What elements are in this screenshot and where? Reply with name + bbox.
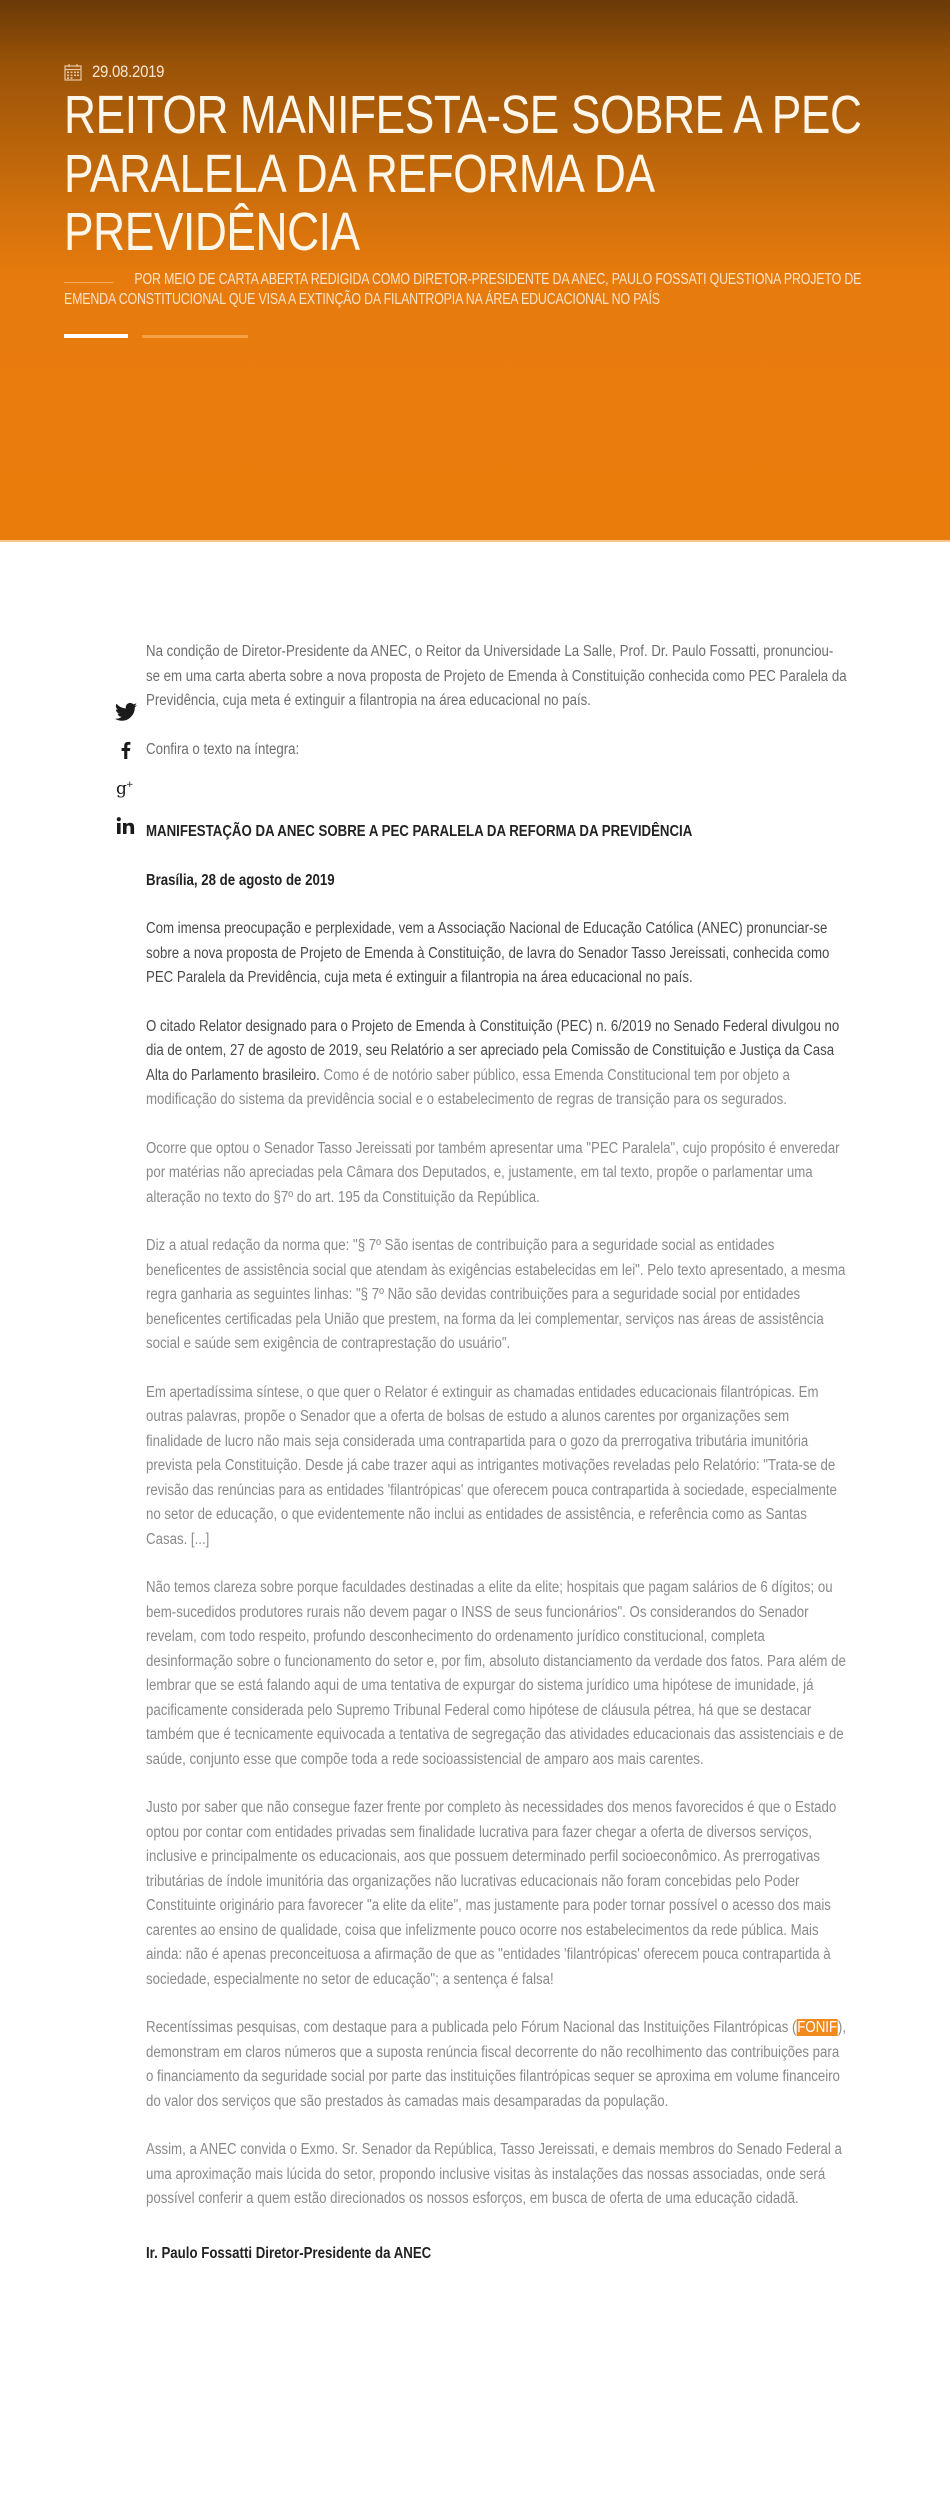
place-date: Brasília, 28 de agosto de 2019 bbox=[146, 871, 335, 889]
page-title bbox=[64, 86, 884, 262]
linkedin-share-button[interactable] bbox=[114, 814, 138, 838]
paragraph-text: O citado Relator designado para o Projeto de Emenda à Constituição (PEC) n. 6/2019 no Senado Federal divulgou no dia de ontem, 27 de agosto de 2019, seu Relatório a ser apreciado pela Comissão de Constituição e Justiça da Casa Alta do Parlamento brasileiro. bbox=[146, 1017, 840, 1084]
facebook-share-button[interactable] bbox=[114, 738, 138, 762]
facebook-icon bbox=[114, 738, 138, 762]
title-line: REITOR MANIFESTA-SE SOBRE A PEC bbox=[64, 85, 862, 145]
signature: Ir. Paulo Fossatti Diretor-Presidente da ANEC bbox=[146, 2244, 432, 2262]
publish-date: 29.08.2019 bbox=[92, 62, 165, 81]
letter-paragraph: Justo por saber que não consegue fazer frente por completo às necessidades dos menos favorecidos é que o Estado optou por contar com entidades privadas sem finalidade lucrativa para fazer chegar a oferta de diversos serviços, inclusive e principalmente os educacionais, aos que possuem determinado perfil socioeconômico. As prerrogativas tributárias de índole imunitória das organizações não lucrativas educacionais não foram concebidas pelo Poder Constituinte originário para favorecer "a elite da elite", mas justamente para poder tornar possível o acesso dos mais carentes ao ensino de qualidade, coisa que infelizmente pouco ocorre nos estabelecimentos da rede pública. Mais ainda: não é apenas preconceituosa a afirmação de que as "entidades 'filantrópicas' oferecem pouca contrapartida à sociedade, especialmente no setor de educação"; a sentença é falsa! bbox=[146, 1799, 837, 1988]
date-row bbox=[64, 62, 174, 82]
linkedin-icon bbox=[114, 814, 138, 838]
twitter-share-button[interactable] bbox=[114, 700, 138, 724]
highlighted-term: FONIF bbox=[797, 2019, 838, 2036]
confira-text: Confira o texto na íntegra: bbox=[146, 740, 300, 758]
subtitle: POR MEIO DE CARTA ABERTA REDIGIDA COMO DIRETOR-PRESIDENTE DA ANEC, PAULO FOSSATI QUESTIONA PROJETO DE EMENDA CONSTITUCIONAL QUE VISA A EXTINÇÃO DA FILANTROPIA NA ÁREA EDUCACIONAL NO PAÍS bbox=[64, 271, 862, 308]
letter-paragraph bbox=[146, 1015, 847, 1113]
article-body bbox=[146, 640, 846, 2290]
svg-text:g: g bbox=[116, 779, 127, 799]
paragraph-text: Recentíssimas pesquisas, com destaque para a publicada pelo Fórum Nacional das Instituições Filantrópicas ( bbox=[146, 2019, 797, 2036]
letter-heading: MANIFESTAÇÃO DA ANEC SOBRE A PEC PARALELA DA REFORMA DA PREVIDÊNCIA bbox=[146, 823, 693, 840]
google-plus-icon bbox=[114, 776, 138, 800]
title-line: PREVIDÊNCIA bbox=[64, 202, 360, 262]
decorative-bar bbox=[142, 335, 248, 338]
paragraph-text: Como é de notório saber público, essa Emenda Constitucional tem por objeto a modificação do sistema da previdência social e o estabelecimento de regras de transição para os segurados. bbox=[146, 1066, 790, 1108]
intro-paragraph: Na condição de Diretor-Presidente da ANEC, o Reitor da Universidade La Salle, Prof. Dr. Paulo Fossatti, pronunciou-se em uma carta aberta sobre a nova proposta de Projeto de Emenda à Constituição conhecida como PEC Paralela da Previdência, cuja meta é extinguir a filantropia na área educacional no país. bbox=[146, 643, 847, 709]
subtitle-rule bbox=[64, 282, 114, 283]
letter-paragraph: Com imensa preocupação e perplexidade, vem a Associação Nacional de Educação Católica (ANEC) pronunciar-se sobre a nova proposta de Projeto de Emenda à Constituição, de lavra do Senador Tasso Jereissati, conhecida como PEC Paralela da Previdência, cuja meta é extinguir a filantropia na área educacional no país. bbox=[146, 920, 830, 986]
paragraph-text: ), demonstram em claros números que a suposta renúncia fiscal decorrente do não recolhimento das contribuições para o financiamento da seguridade social por parte das instituições filantrópicas sequer se aproxima em volume financeiro do valor dos serviços que são prestados às camadas mais desamparadas da população. bbox=[146, 2019, 847, 2110]
subtitle-block bbox=[64, 270, 896, 310]
calendar-icon bbox=[64, 63, 82, 81]
hero-divider bbox=[0, 540, 950, 542]
letter-paragraph bbox=[146, 2016, 847, 2114]
letter-paragraph: Em apertadíssima síntese, o que quer o Relator é extinguir as chamadas entidades educacionais filantrópicas. Em outras palavras, propõe o Senador que a oferta de bolsas de estudo a alunos carentes por organizações sem finalidade de lucro não mais seja considerada uma contrapartida para o gozo da prerrogativa tributária imunitória prevista pela Constituição. Desde já cabe trazer aqui as intrigantes motivações reveladas pelo Relatório: "Trata-se de revisão das renúncias para as entidades 'filantrópicas' que oferecem pouca contrapartida à sociedade, especialmente no setor de educação, o que evidentemente não inclui as entidades de assistência, e referência como as Santas Casas. [...] bbox=[146, 1383, 837, 1548]
hero-banner bbox=[0, 0, 950, 540]
social-share-bar bbox=[114, 700, 138, 852]
svg-text:+: + bbox=[126, 780, 134, 790]
twitter-icon bbox=[114, 700, 138, 724]
letter-paragraph: Assim, a ANEC convida o Exmo. Sr. Senador da República, Tasso Jereissati, e demais membros do Senado Federal a uma aproximação mais lúcida do setor, propondo inclusive visitas às instalações das nossas associadas, onde será possível conferir a quem estão direcionados os nossos esforços, em busca de oferta de uma educação cidadã. bbox=[146, 2141, 842, 2207]
letter-paragraph: Diz a atual redação da norma que: "§ 7º São isentas de contribuição para a seguridade social as entidades beneficentes de assistência social que atendam às exigências estabelecidas em lei". Pelo texto apresentado, a mesma regra ganharia as seguintes linhas: "§ 7º Não são devidas contribuições para a seguridade social por entidades beneficentes certificadas pela União que prestem, na forma da lei complementar, serviços nas áreas de assistência social e saúde sem exigência de contraprestação do usuário". bbox=[146, 1237, 846, 1352]
letter-paragraph: Ocorre que optou o Senador Tasso Jereissati por também apresentar uma "PEC Paralela", cujo propósito é enveredar por matérias não apreciadas pela Câmara dos Deputados, e, justamente, em tal texto, propõe o parlamentar uma alteração no texto do §7º do art. 195 da Constituição da República. bbox=[146, 1139, 840, 1206]
title-line: PARALELA DA REFORMA DA bbox=[64, 143, 655, 204]
decorative-bar bbox=[64, 334, 128, 338]
google-plus-share-button[interactable] bbox=[114, 776, 138, 800]
letter-paragraph: Não temos clareza sobre porque faculdades destinadas a elite da elite; hospitais que pagam salários de 6 dígitos; ou bem-sucedidos produtores rurais não devem pagar o INSS de seus funcionários". Os considerandos do Senador revelam, com todo respeito, profundo desconhecimento do ordenamento jurídico constitucional, completa desinformação sobre o funcionamento do setor e, por fim, absoluto distanciamento da verdade dos fatos. Para além de lembrar que se está falando aqui de uma tentativa de expurgar do sistema jurídico uma hipótese de imunidade, já pacificamente considerada pelo Supremo Tribunal Federal como hipótese de cláusula pétrea, há que se destacar também que é tecnicamente equivocada a tentativa de segregação das atividades educacionais das assistenciais e de saúde, conjunto esse que compõe toda a rede socioassistencial de amparo aos mais carentes. bbox=[146, 1579, 846, 1768]
